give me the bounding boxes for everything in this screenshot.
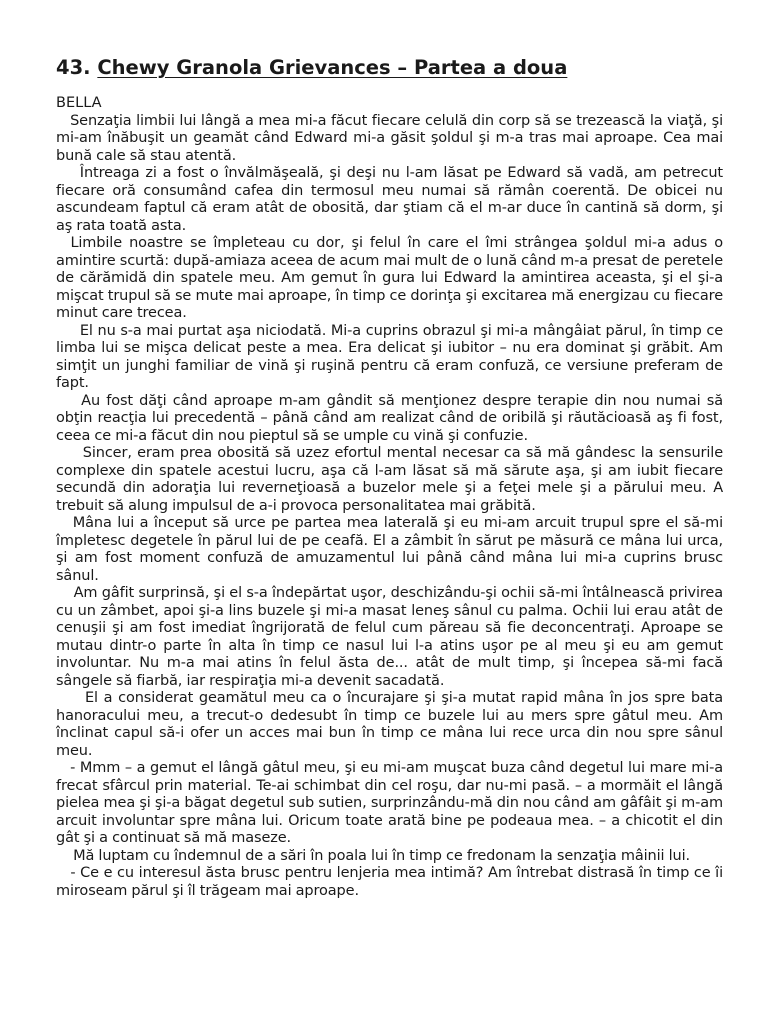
- speaker-name: BELLA: [56, 95, 102, 111]
- paragraph: Limbile noastre se împleteau cu dor, şi felul în care el îmi strângea şoldul mi-a adus o amintire scurtă: după-amiaza aceea de acum mai mult de o lună când m-a presat de peretele de cărămidă din spatele meu. Am gemut în gura lui Edward la amintirea aceasta, şi el şi-a mişcat trupul să se mute mai aproape, în timp ce dorinţa şi excitarea mă energizau cu fiecare minut care trecea.: [56, 235, 723, 321]
- chapter-number: 43.: [56, 56, 91, 79]
- paragraph: - Ce e cu interesul ăsta brusc pentru lenjeria mea intimă? Am întrebat distrasă în timp ce îi miroseam părul şi îl trăgeam mai aproape.: [56, 865, 723, 899]
- paragraph: Senzaţia limbii lui lângă a mea mi-a făcut fiecare celulă din corp să se trezească la viaţă, şi mi-am înăbuşit un geamăt când Edward mi-a găsit şoldul şi m-a tras mai aproape. Cea mai bună cale să stau atentă.: [56, 112, 723, 164]
- paragraph: - Mmm – a gemut el lângă gâtul meu, şi eu mi-am muşcat buza când degetul lui mare mi-a frecat sfârcul prin material. Te-ai schimbat din cel roşu, dar nu-mi pasă. – a mormăit el lângă pielea mea şi şi-a băgat degetul sub sutien, surprinzându-mă din nou când am gâfâit şi m-am arcuit involuntar spre mâna lui. Oricum toate arată bine pe podeaua mea. – a chicotit el din gât şi a continuat să mă maseze.: [56, 760, 723, 846]
- paragraph: Mâna lui a început să urce pe partea mea laterală şi eu mi-am arcuit trupul spre el să-mi împletesc degetele în părul lui de pe ceafă. El a zâmbit în sărut pe măsură ce mâna lui urca, şi am fost moment confuză de amuzamentul lui până când mâna lui mi-a cuprins brusc sânul.: [56, 515, 723, 584]
- paragraph: Au fost dăţi când aproape m-am gândit să menţionez despre terapie din nou numai să obţin reacţia lui precedentă – până când am realizat când de oribilă şi răutăcioasă aş fi fost, ceea ce mi-a făcut din nou pieptul să se umple cu vină şi confuzie.: [56, 392, 724, 444]
- paragraph: Sincer, eram prea obosită să uzez efortul mental necesar ca să mă gândesc la sensurile complexe din spatele acestui lucru, aşa că l-am lăsat să mă sărute aşa, şi am iubit fiecare secundă din adoraţia lui reverneţioasă a buzelor mele şi a feţei mele şi a părului meu. A trebuit să alung impulsul de a-i provoca personalitatea mai grăbită.: [56, 445, 724, 514]
- document-page: [56, 55, 723, 900]
- paragraph: Am gâfit surprinsă, şi el s-a îndepărtat uşor, deschizându-şi ochii să-mi întâlnească privirea cu un zâmbet, apoi şi-a lins buzele şi mi-a masat leneş sânul cu palma. Ochii lui erau atât de cenuşii şi am fost imediat îngrijorată de felul cum păreau să fie deconcentraţi. Aproape se mutau dintr-o parte în alta în timp ce nasul lui l-a atins uşor pe al meu şi eu am gemut involuntar. Nu m-a mai atins în felul ăsta de... atât de mult timp, şi începea să-mi facă sângele să fiarbă, iar respiraţia mi-a devenit sacadată.: [56, 585, 723, 689]
- body-text: [56, 113, 723, 901]
- chapter-heading: [56, 55, 723, 81]
- paragraph: El a considerat geamătul meu ca o încurajare şi şi-a mutat rapid mâna în jos spre bata hanoracului meu, a trecut-o dedesubt în timp ce buzele lui au mers spre gâtul meu. Am înclinat capul să-i ofer un acces mai bun în timp ce mâna lui rece urca din nou spre sânul meu.: [56, 690, 723, 759]
- paragraph: Mă luptam cu îndemnul de a sări în poala lui în timp ce fredonam la senzaţia mâinii lui.: [73, 847, 691, 864]
- paragraph: El nu s-a mai purtat aşa niciodată. Mi-a cuprins obrazul şi mi-a mângâiat părul, în timp ce limba lui se mişca delicat peste a mea. Era delicat şi iubitor – nu era dominat şi grăbit. Am simţit un junghi familiar de vină şi ruşină pentru că eram confuză, ce versiune preferam de fapt.: [56, 322, 724, 391]
- chapter-title: Chewy Granola Grievances – Partea a doua: [97, 56, 568, 79]
- paragraph: Întreaga zi a fost o învălmăşeală, şi deşi nu l-am lăsat pe Edward să vadă, am petrecut fiecare oră consumând cafea din termosul meu numai să rămân coerentă. De obicei nu ascundeam faptul că eram atât de obosită, dar ştiam că el m-ar duce în cantină să dorm, şi aş rata toată asta.: [56, 165, 724, 234]
